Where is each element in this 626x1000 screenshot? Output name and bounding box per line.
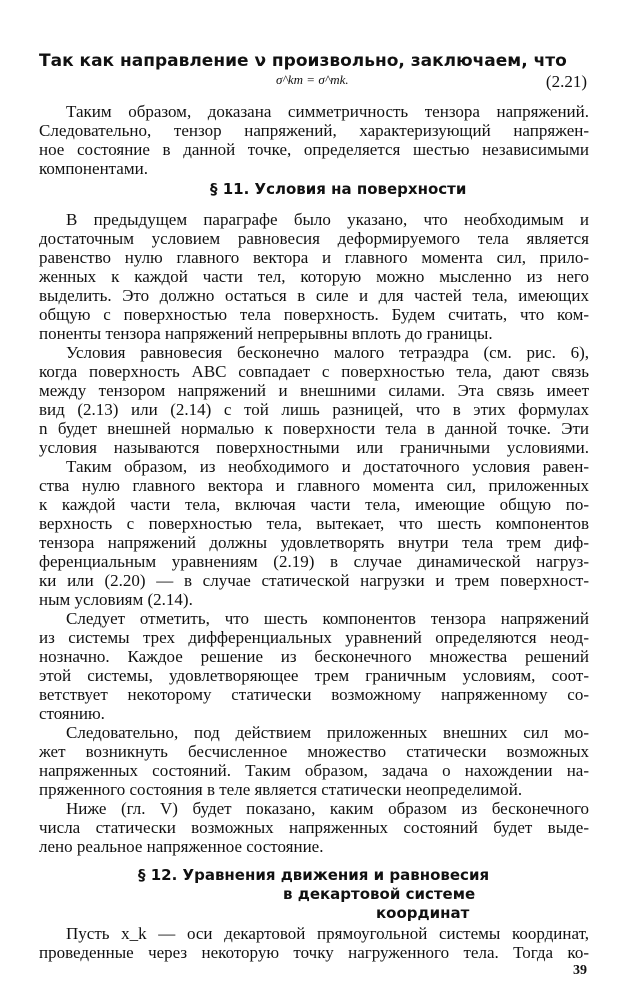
text-line: жет возникнуть бесчисленное множество статически возможных bbox=[39, 742, 589, 761]
text-line: ки или (2.20) — в случае статической нагрузки и трем поверхност- bbox=[39, 571, 589, 590]
text-line: выделить. Это должно остаться в силе и для частей тела, имеющих bbox=[39, 286, 589, 305]
text-line: условия называются поверхностными или граничными условиями. bbox=[39, 438, 589, 457]
text-line: Таким образом, доказана симметричность тензора напряжений. bbox=[66, 102, 589, 121]
section-11-title: § 11. Условия на поверхности bbox=[210, 180, 467, 198]
text-line: тензора напряжений должны удовлетворять внутри тела трем диф- bbox=[39, 533, 589, 552]
section-12-title-line2: в декартовой системе bbox=[283, 885, 476, 903]
text-line: Ниже (гл. V) будет показано, каким образом из бесконечного bbox=[66, 799, 589, 818]
text-line: верхность с поверхностью тела, вытекает, что шесть компонентов bbox=[39, 514, 589, 533]
page-number: 39 bbox=[573, 963, 587, 978]
text-line: пряженного состояния в теле является статически неопределимой. bbox=[39, 780, 523, 799]
text-line: лено реальное напряженное состояние. bbox=[39, 837, 324, 856]
section-12-title-line1: § 12. Уравнения движения и равновесия bbox=[138, 866, 490, 884]
text-line: напряженных состояний. Таким образом, задача о нахождении на- bbox=[39, 761, 589, 780]
text-line: общую с поверхностью тела поверхность. Будем считать, что ком- bbox=[39, 305, 589, 324]
text-line: В предыдущем параграфе было указано, что необходимым и bbox=[66, 210, 589, 229]
text-line: достаточным условием равновесия деформируемого тела является bbox=[39, 229, 589, 248]
text-line: компонентами. bbox=[39, 159, 148, 178]
text-line: к каждой части тела, включая части тела, имеющие общую по- bbox=[39, 495, 589, 514]
text-line: поненты тензора напряжений непрерывны вплоть до границы. bbox=[39, 324, 493, 343]
text-line: нозначно. Каждое решение из бесконечного множества решений bbox=[39, 647, 589, 666]
text-line: Следует отметить, что шесть компонентов тензора напряжений bbox=[66, 609, 589, 628]
text-line: ференциальным уравнениям (2.19) в случае динамической нагруз- bbox=[39, 552, 589, 571]
text-line: из системы трех дифференциальных уравнений определяются неод- bbox=[39, 628, 589, 647]
text-line: ное состояние в данной точке, определяется шестью независимыми bbox=[39, 140, 589, 159]
text-line: Следовательно, тензор напряжений, характеризующий напряжен- bbox=[39, 121, 589, 140]
text-line: Следовательно, под действием приложенных внешних сил мо- bbox=[66, 723, 589, 742]
text-line: ным условиям (2.14). bbox=[39, 590, 193, 609]
text-line: ства нулю главного вектора и главного момента сил, приложенных bbox=[39, 476, 589, 495]
text-line: равенство нулю главного вектора и главного момента сил, прило- bbox=[39, 248, 589, 267]
text-line: женных к каждой части тел, которую можно мысленно из него bbox=[39, 267, 589, 286]
text-line: когда поверхность ABC совпадает с поверхностью тела, дают связь bbox=[39, 362, 589, 381]
text-line: проведенные через некоторую точку нагруженного тела. Тогда ко- bbox=[39, 943, 589, 962]
text-line: этой системы, удовлетворяющее трем граничным условиям, соот- bbox=[39, 666, 589, 685]
text-line: Таким образом, из необходимого и достаточного условия равен- bbox=[66, 457, 589, 476]
intro-line: Так как направление ν произвольно, заключаем, что bbox=[39, 51, 567, 71]
text-line: стоянию. bbox=[39, 704, 105, 723]
equation-number: (2.21) bbox=[545, 72, 587, 91]
text-line: между тензором напряжений и внешними силами. Эта связь имеет bbox=[39, 381, 589, 400]
section-12-title-line3: координат bbox=[376, 904, 470, 922]
text-line: вид (2.13) или (2.14) с той лишь разницей, что в этих формулах bbox=[39, 400, 589, 419]
text-line: ветствует некоторому статически возможному напряженному со- bbox=[39, 685, 589, 704]
text-line: Пусть x_k — оси декартовой прямоугольной системы координат, bbox=[66, 924, 589, 943]
text-line: Условия равновесия бесконечно малого тетраэдра (см. рис. 6), bbox=[66, 343, 589, 362]
text-line: числа статически возможных напряженных состояний будет выде- bbox=[39, 818, 589, 837]
text-line: n будет внешней нормалью к поверхности тела в данной точке. Эти bbox=[39, 419, 589, 438]
equation-2-21: σ^km = σ^mk. bbox=[276, 72, 349, 87]
